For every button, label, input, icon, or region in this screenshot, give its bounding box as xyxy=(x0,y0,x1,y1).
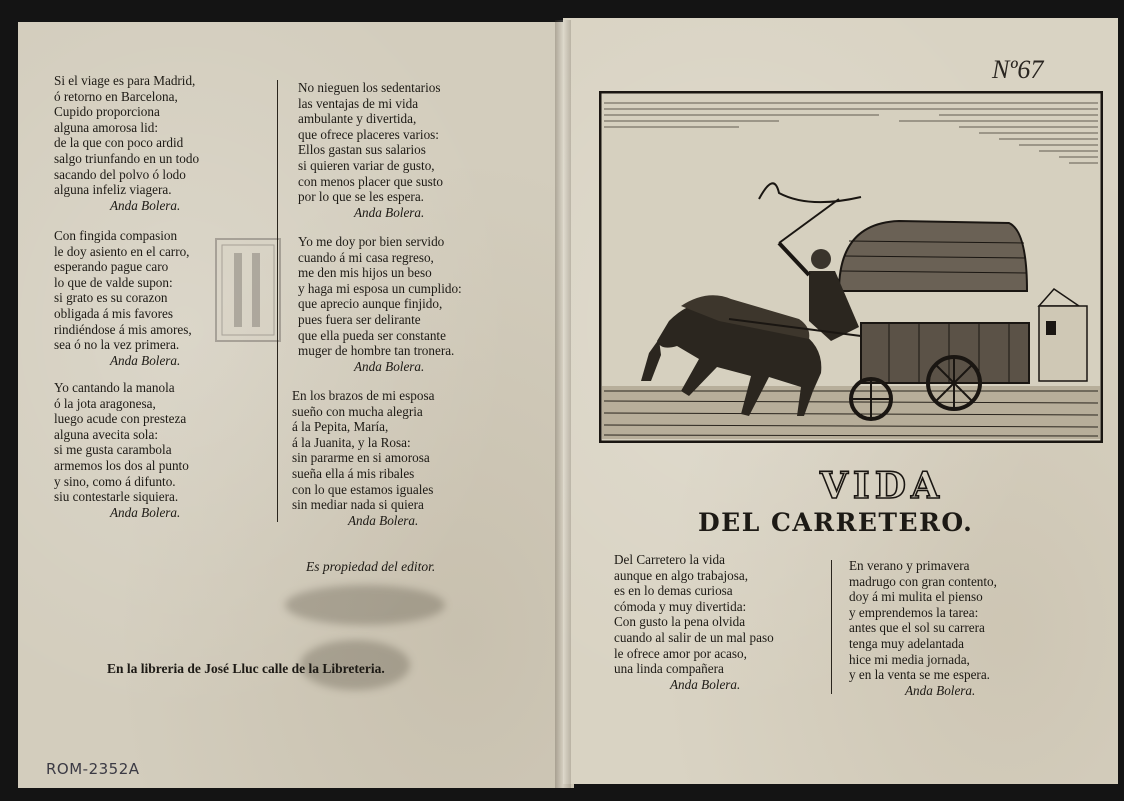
refrain-anda-bolera: Anda Bolera. xyxy=(110,197,181,213)
verse-line: armemos los dos al punto xyxy=(54,457,189,473)
stanza-left-3 xyxy=(54,380,189,520)
verse-line: Ellos gastan sus salarios xyxy=(298,142,426,158)
verse-line: por lo que se les espera. xyxy=(298,189,424,205)
sheet-number: Nº67 xyxy=(992,55,1044,84)
verse-line: sin pararme en si amorosa xyxy=(292,450,430,466)
verse-line: Yo cantando la manola xyxy=(54,380,175,395)
verse-line: y en la venta se me espera. xyxy=(849,667,990,683)
ink-smudge xyxy=(285,585,445,625)
stanza-right-1 xyxy=(614,552,774,692)
verse-line: que ofrece placeres varios: xyxy=(298,126,439,142)
verse-line: ambulante y divertida, xyxy=(298,111,417,127)
verse-line: Con fingida compasion xyxy=(54,228,178,243)
stanza-middle-3 xyxy=(292,388,434,528)
printer-imprint: En la libreria de José Lluc calle de la Libreteria. xyxy=(107,661,385,676)
verse-line: una linda compañera xyxy=(614,661,724,677)
verse-line: tenga muy adelantada xyxy=(849,635,964,651)
verse-line: No nieguen los sedentarios xyxy=(298,80,441,95)
stanza-middle-1 xyxy=(298,80,443,220)
verse-line: á la Pepita, María, xyxy=(292,419,389,435)
verse-line: es en lo demas curiosa xyxy=(614,583,733,599)
refrain-anda-bolera: Anda Bolera. xyxy=(354,204,425,220)
verse-line: con lo que estamos iguales xyxy=(292,481,434,497)
verse-line: pues fuera ser delirante xyxy=(298,311,421,327)
verse-line: y emprendemos la tarea: xyxy=(849,604,979,620)
verse-line: Del Carretero la vida xyxy=(614,552,725,567)
verse-line: hice mi media jornada, xyxy=(849,651,970,667)
editor-note: Es propiedad del editor. xyxy=(306,559,436,574)
verse-line: esperando pague caro xyxy=(54,259,169,275)
verse-line: rindiéndose á mis amores, xyxy=(54,321,192,337)
verse-line: madrugo con gran contento, xyxy=(849,573,997,589)
refrain-anda-bolera: Anda Bolera. xyxy=(348,512,419,528)
verse-line: Cupido proporciona xyxy=(54,104,160,120)
refrain-anda-bolera: Anda Bolera. xyxy=(670,676,741,692)
verse-line: con menos placer que susto xyxy=(298,173,444,189)
verse-line: alguna infeliz viagera. xyxy=(54,182,172,198)
verse-line: lo que de valde supon: xyxy=(54,274,173,290)
refrain-anda-bolera: Anda Bolera. xyxy=(110,352,181,368)
stanza-middle-2 xyxy=(298,234,462,374)
verse-line: salgo triunfando en un todo xyxy=(54,150,200,166)
verse-line: sacando del polvo ó lodo xyxy=(54,166,186,182)
stanza-right-2 xyxy=(849,558,997,698)
refrain-anda-bolera: Anda Bolera. xyxy=(905,682,976,698)
verse-line: alguna amorosa lid: xyxy=(54,119,159,135)
refrain-anda-bolera: Anda Bolera. xyxy=(354,358,425,374)
stanza-left-1 xyxy=(54,73,199,213)
verse-line: ó retorno en Barcelona, xyxy=(54,88,178,104)
verse-line: sueña ella á mis ribales xyxy=(292,465,415,481)
center-fold xyxy=(555,20,571,788)
archive-stamp-icon xyxy=(212,235,284,345)
verse-line: me den mis hijos un beso xyxy=(298,265,432,281)
verse-line: obligada á mis favores xyxy=(54,305,174,321)
verse-line: de la que con poco ardid xyxy=(54,135,184,151)
cart-woodcut-illustration xyxy=(599,91,1103,443)
verse-line: doy á mi mulita el pienso xyxy=(849,589,983,605)
verse-line: y haga mi esposa un cumplido: xyxy=(298,280,462,296)
verse-line: muger de hombre tan tronera. xyxy=(298,343,455,359)
stanza-left-2 xyxy=(54,228,192,368)
verse-line: las ventajas de mi vida xyxy=(298,95,419,111)
verse-line: ó la jota aragonesa, xyxy=(54,395,156,411)
column-divider xyxy=(277,80,278,522)
verse-line: aunque en algo trabajosa, xyxy=(614,567,749,583)
verse-line: y sino, como á difunto. xyxy=(54,473,176,489)
verse-line: sea ó no la vez primera. xyxy=(54,337,180,353)
verse-line: sueño con mucha alegria xyxy=(292,403,423,419)
verse-line: si grato es su corazon xyxy=(54,290,168,306)
title-carretero: DEL CARRETERO. xyxy=(698,508,974,537)
verse-line: le doy asiento en el carro, xyxy=(54,243,190,259)
verse-line: que ella pueda ser constante xyxy=(298,327,446,343)
verse-line: siu contestarle siquiera. xyxy=(54,489,179,505)
verse-line: cuando al salir de un mal paso xyxy=(614,629,774,645)
verse-line: le ofrece amor por acaso, xyxy=(614,645,747,661)
verse-line: sin mediar nada si quiera xyxy=(292,497,424,513)
refrain-anda-bolera: Anda Bolera. xyxy=(110,504,181,520)
verse-line: cuando á mi casa regreso, xyxy=(298,249,434,265)
verse-line: En verano y primavera xyxy=(849,558,970,573)
verse-line: si me gusta carambola xyxy=(54,442,172,458)
verse-line: Yo me doy por bien servido xyxy=(298,234,445,249)
verse-line: á la Juanita, y la Rosa: xyxy=(292,434,411,450)
column-divider xyxy=(831,560,832,694)
title-vida: VIDA xyxy=(820,465,944,507)
verse-line: si quieren variar de gusto, xyxy=(298,157,435,173)
verse-line: antes que el sol su carrera xyxy=(849,620,985,636)
verse-line: Con gusto la pena olvida xyxy=(614,614,746,630)
verse-line: Si el viage es para Madrid, xyxy=(54,73,196,88)
verse-line: alguna avecita sola: xyxy=(54,426,158,442)
verse-line: cómoda y muy divertida: xyxy=(614,598,747,614)
verse-line: En los brazos de mi esposa xyxy=(292,388,435,403)
shelfmark: ROM-2352A xyxy=(46,760,140,778)
verse-line: luego acude con presteza xyxy=(54,411,187,427)
verse-line: que aprecio aunque finjido, xyxy=(298,296,443,312)
